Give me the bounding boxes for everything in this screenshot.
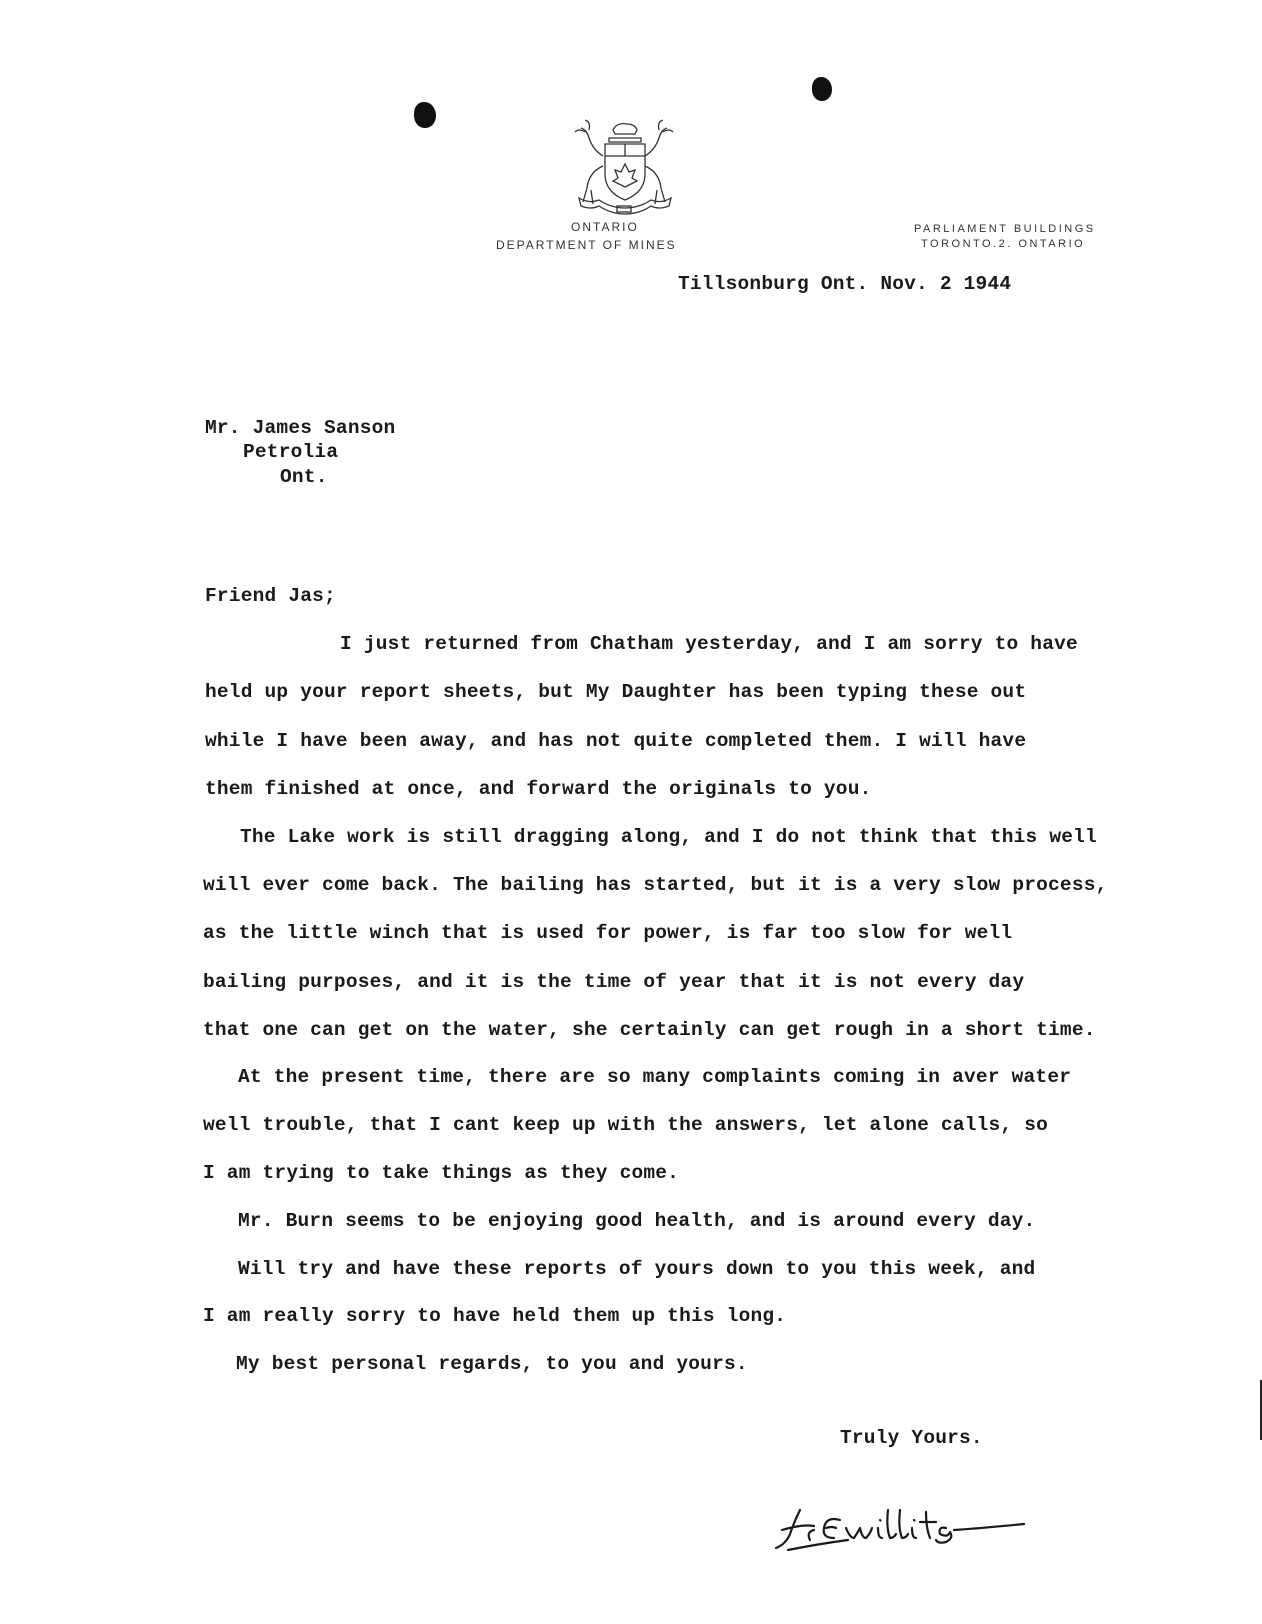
recipient-province: Ont. — [280, 466, 328, 488]
body-line: them finished at once, and forward the originals to you. — [205, 778, 872, 800]
body-line: will ever come back. The bailing has started, but it is a very slow process, — [203, 874, 1108, 896]
letterhead-address-line2: TORONTO.2. ONTARIO — [921, 238, 1086, 250]
body-line: I am trying to take things as they come. — [203, 1162, 680, 1184]
punch-hole-left — [414, 102, 436, 128]
salutation: Friend Jas; — [205, 585, 336, 607]
body-line: well trouble, that I cant keep up with the answers, let alone calls, so — [203, 1114, 1049, 1136]
body-line: Mr. Burn seems to be enjoying good health, and is around every day. — [238, 1210, 1036, 1232]
letterhead-address-line1: PARLIAMENT BUILDINGS — [914, 223, 1096, 235]
recipient-city: Petrolia — [243, 441, 339, 463]
body-line: while I have been away, and has not quite completed them. I will have — [205, 730, 1027, 752]
body-line: I am really sorry to have held them up this long. — [203, 1305, 787, 1327]
body-line: as the little winch that is used for power, is far too slow for well — [203, 922, 1013, 944]
ontario-crest-icon — [565, 116, 683, 216]
body-line: The Lake work is still dragging along, and I do not think that this well — [240, 826, 1097, 848]
body-line: held up your report sheets, but My Daughter has been typing these out — [205, 681, 1027, 703]
handwritten-signature — [770, 1500, 1070, 1560]
body-line: My best personal regards, to you and yours. — [236, 1353, 748, 1375]
punch-hole-right — [812, 77, 832, 101]
recipient-name: Mr. James Sanson — [205, 417, 396, 439]
dateline: Tillsonburg Ont. Nov. 2 1944 — [678, 273, 1012, 295]
letterhead-province: ONTARIO — [571, 220, 639, 234]
body-line: that one can get on the water, she certainly can get rough in a short time. — [203, 1019, 1096, 1041]
closing: Truly Yours. — [840, 1427, 983, 1449]
body-line: Will try and have these reports of yours down to you this week, and — [238, 1258, 1036, 1280]
body-line: I just returned from Chatham yesterday, and I am sorry to have — [340, 633, 1078, 655]
letterhead-department: DEPARTMENT OF MINES — [496, 238, 677, 252]
body-line: At the present time, there are so many complaints coming in aver water — [238, 1066, 1072, 1088]
body-line: bailing purposes, and it is the time of year that it is not every day — [203, 971, 1025, 993]
